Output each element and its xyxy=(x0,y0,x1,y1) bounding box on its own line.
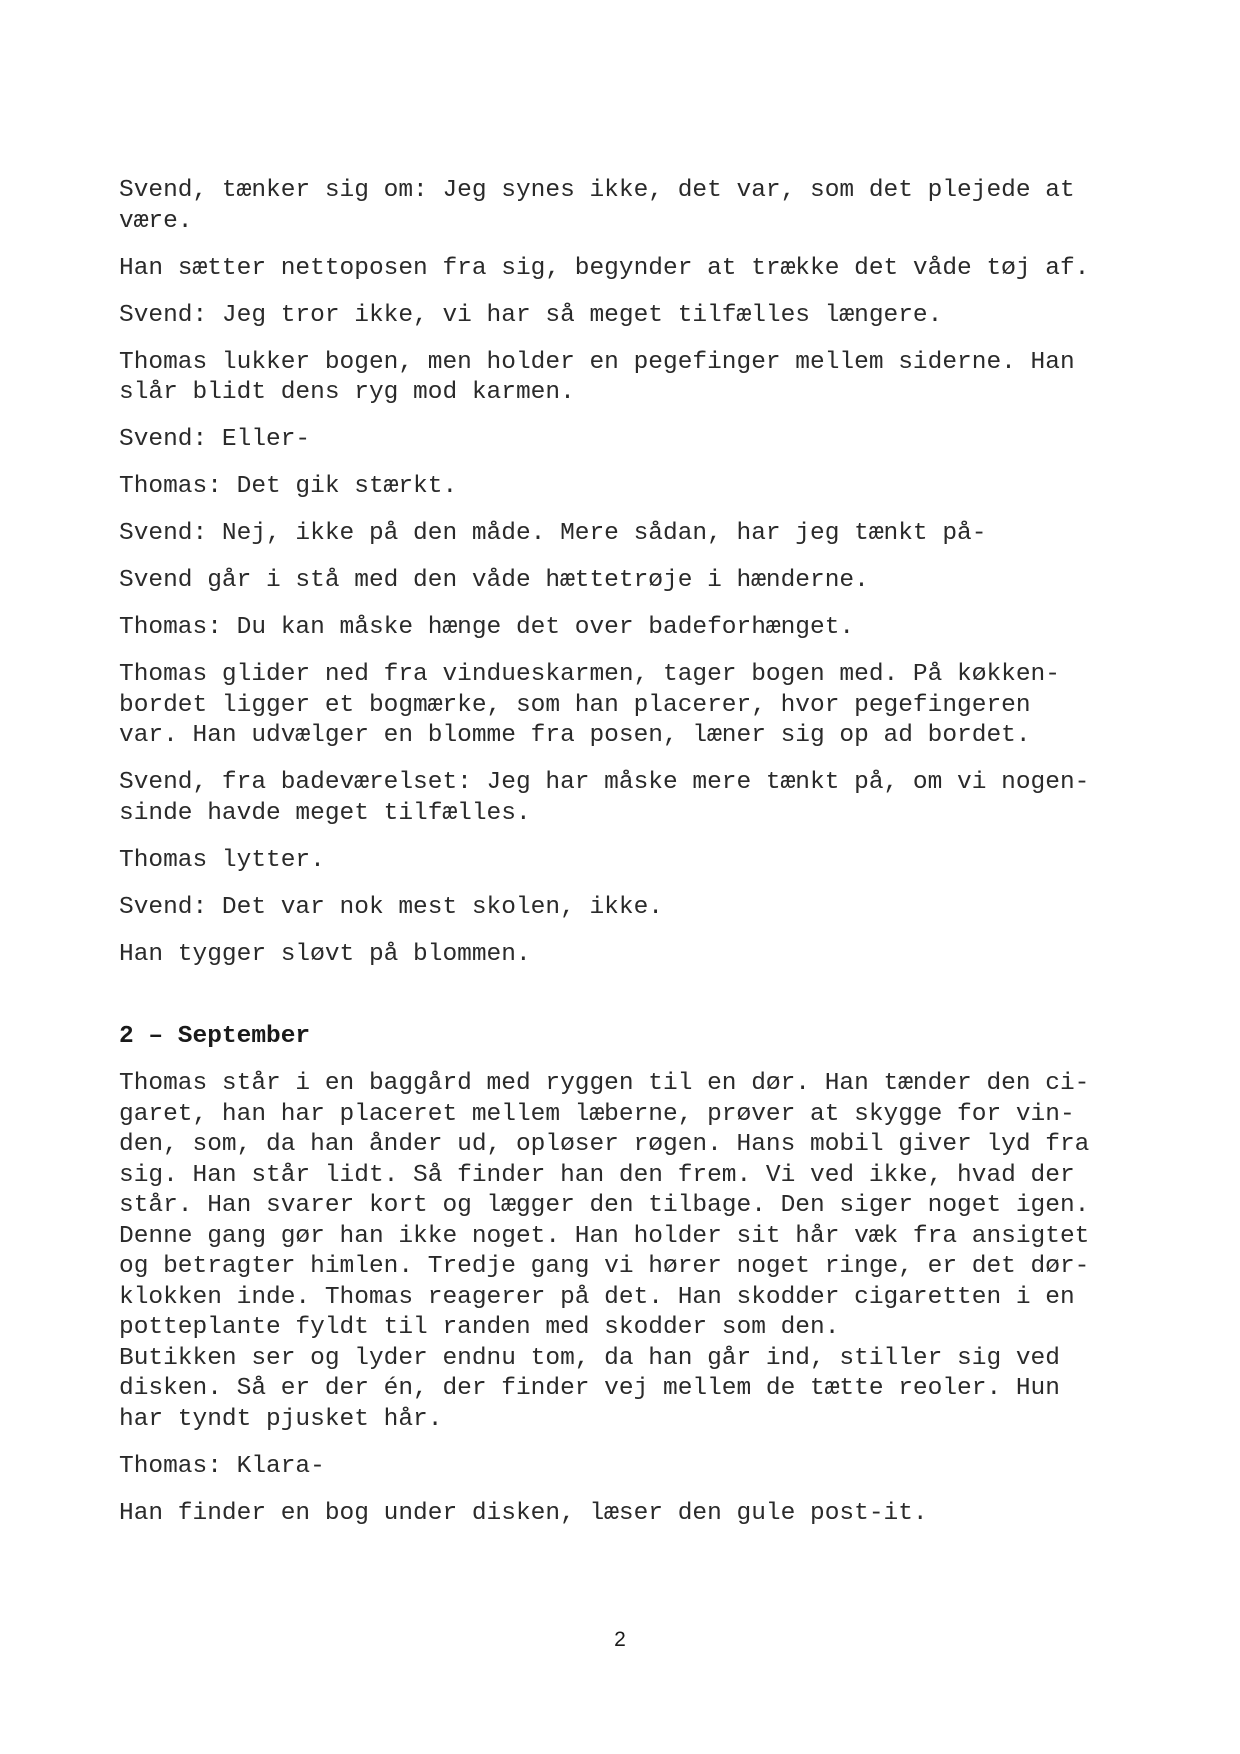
text-line: og betragter himlen. Tredje gang vi hører noget ringe, er det dør- xyxy=(119,1253,1090,1280)
text-line: disken. Så er der én, der finder vej mellem de tætte reoler. Hun xyxy=(119,1375,1060,1402)
text-line: Thomas lukker bogen, men holder en pegefinger mellem siderne. Han xyxy=(119,348,1075,376)
paragraph xyxy=(119,348,1129,409)
text-line: Svend: Nej, ikke på den måde. Mere sådan, har jeg tænkt på- xyxy=(119,520,987,547)
paragraph xyxy=(119,566,1129,597)
text-line: Han finder en bog under disken, læser den gule post-it. xyxy=(119,1499,928,1527)
paragraph xyxy=(119,660,1129,752)
text-line: Svend: Det var nok mest skolen, ikke. xyxy=(119,893,663,921)
text-line: Svend: Jeg tror ikke, vi har så meget tilfælles længere. xyxy=(119,301,943,329)
manuscript-body xyxy=(119,176,1129,1546)
scene-2-description xyxy=(119,1069,1129,1435)
text-line: Thomas lytter. xyxy=(119,846,325,874)
text-line: Svend, tænker sig om: Jeg synes ikke, det var, som det plejede at xyxy=(119,177,1075,204)
paragraph xyxy=(119,613,1129,644)
paragraph xyxy=(119,768,1129,829)
text-line: garet, han har placeret mellem læberne, prøver at skygge for vin- xyxy=(119,1100,1075,1128)
paragraph xyxy=(119,1499,1129,1530)
paragraph xyxy=(119,301,1129,332)
paragraph xyxy=(119,254,1129,285)
text-line: Thomas: Det gik stærkt. xyxy=(119,473,458,500)
text-line: står. Han svarer kort og lægger den tilbage. Den siger noget igen. xyxy=(119,1192,1090,1219)
paragraph xyxy=(119,519,1129,550)
scene-1-text xyxy=(119,176,1129,970)
text-line: Thomas: Du kan måske hænge det over badeforhænget. xyxy=(119,614,855,641)
text-line: Thomas står i en baggård med ryggen til en dør. Han tænder den ci- xyxy=(119,1070,1090,1097)
paragraph xyxy=(119,940,1129,971)
text-line: Han sætter nettoposen fra sig, begynder at trække det våde tøj af. xyxy=(119,254,1090,282)
text-line: Svend går i stå med den våde hættetrøje i hænderne. xyxy=(119,567,869,594)
text-line: potteplante fyldt til randen med skodder som den. xyxy=(119,1314,840,1341)
paragraph xyxy=(119,472,1129,503)
text-line: klokken inde. Thomas reagerer på det. Han skodder cigaretten i en xyxy=(119,1283,1075,1311)
scene-2-dialogue xyxy=(119,1452,1129,1530)
text-line: være. xyxy=(119,207,193,235)
text-line: Denne gang gør han ikke noget. Han holder sit hår væk fra ansigtet xyxy=(119,1222,1090,1250)
text-line: sinde havde meget tilfælles. xyxy=(119,799,531,827)
text-line: Butikken ser og lyder endnu tom, da han går ind, stiller sig ved xyxy=(119,1344,1060,1372)
page-number: 2 xyxy=(614,1628,626,1651)
paragraph xyxy=(119,1452,1129,1483)
text-line: Thomas glider ned fra vindueskarmen, tager bogen med. På køkken- xyxy=(119,661,1060,688)
text-line: slår blidt dens ryg mod karmen. xyxy=(119,379,575,406)
text-line: Svend: Eller- xyxy=(119,426,311,453)
text-line: bordet ligger et bogmærke, som han placerer, hvor pegefingeren xyxy=(119,691,1031,719)
text-line: var. Han udvælger en blomme fra posen, læner sig op ad bordet. xyxy=(119,722,1031,749)
text-line: den, som, da han ånder ud, opløser røgen. Hans mobil giver lyd fra xyxy=(119,1131,1090,1158)
text-line: har tyndt pjusket hår. xyxy=(119,1405,443,1433)
paragraph xyxy=(119,176,1129,237)
paragraph xyxy=(119,425,1129,456)
section-heading: 2 – September xyxy=(119,1023,311,1050)
text-line: Thomas: Klara- xyxy=(119,1452,325,1480)
paragraph xyxy=(119,846,1129,877)
text-line: Svend, fra badeværelset: Jeg har måske mere tænkt på, om vi nogen- xyxy=(119,769,1090,796)
text-line: Han tygger sløvt på blommen. xyxy=(119,940,531,968)
paragraph xyxy=(119,893,1129,924)
text-line: sig. Han står lidt. Så finder han den frem. Vi ved ikke, hvad der xyxy=(119,1161,1075,1189)
